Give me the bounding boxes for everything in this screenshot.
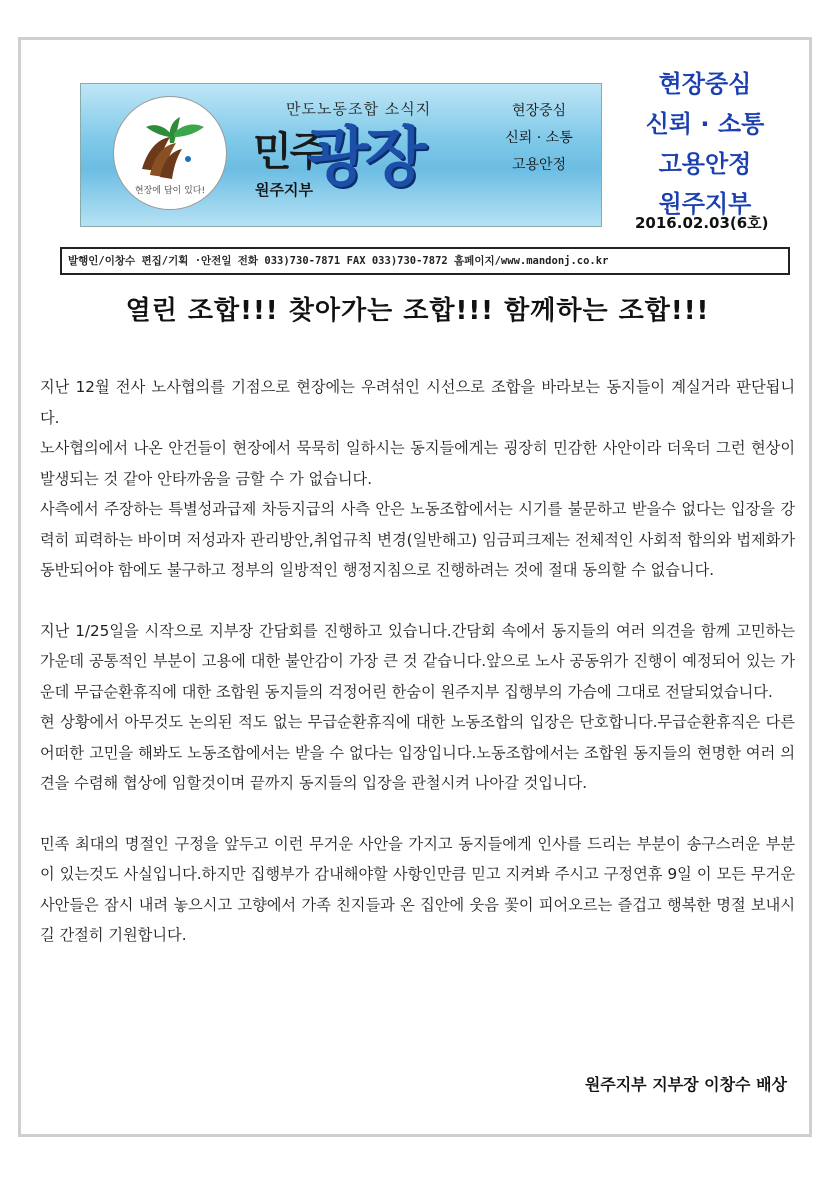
newsletter-banner	[80, 83, 602, 227]
side-slogan: 현장중심	[658, 70, 752, 98]
logo-caption: 현장에 답이 있다!	[134, 186, 206, 196]
paragraph: 현 상황에서 아무것도 논의된 적도 없는 무급순환휴직에 대한 노동조합의 입장은 단호합니다.무급순환휴직은 다른 어떠한 고민을 해봐도 노동조합에서는 받을 수 없다는 입장입니다.노동조합에서는 조합원 동지들의 현명한 여러 의견을 수렴해 협상에 임할것이며 끝까지 동지들의 입장을 관철시켜 나아갈 것입니다.	[40, 713, 795, 792]
side-slogans	[620, 64, 790, 224]
paragraph: 노사협의에서 나온 안건들이 현장에서 묵묵히 일하시는 동지들에게는 굉장히 민감한 사안이라 더욱더 그런 현상이 발생되는 것 같아 안타까움을 금할 수 가 없습니다.	[40, 439, 795, 488]
newsletter-subtitle: 만도노동조합 소식지	[286, 100, 432, 118]
banner-slogan: 현장중심	[511, 103, 567, 119]
article-body	[40, 372, 795, 951]
publisher-info-text: 발행인/이창수 편집/기획 ·안전일 전화 033)730-7871 FAX 033)730-7872 홈페이지/www.mandonj.co.kr	[68, 255, 609, 267]
publisher-info-bar	[60, 247, 790, 275]
paragraph: 민족 최대의 명절인 구정을 앞두고 이런 무거운 사안을 가지고 동지들에게 인사를 드리는 부분이 송구스러운 부분이 있는것도 사실입니다.하지만 집행부가 감내해야할 사항인만큼 믿고 지켜봐 주시고 구정연휴 9일 이 모든 무거운 사안들은 잠시 내려 놓으시고 고향에서 가족 친지들과 온 집안에 웃음 꽃이 피어오르는 즐겁고 행복한 명절 보내시길 간절히 기원합니다.	[40, 834, 795, 944]
side-slogan: 고용안정	[658, 150, 752, 178]
paragraph-spacer	[40, 586, 795, 616]
paragraph: 지난 12월 전사 노사협의를 기점으로 현장에는 우려섞인 시선으로 조합을 바라보는 동지들이 계실거라 판단됩니다.	[40, 378, 795, 427]
headline: 열린 조합!!! 찾아가는 조합!!! 함께하는 조합!!!	[125, 296, 710, 326]
union-logo	[113, 96, 227, 210]
banner-slogans	[489, 98, 589, 179]
banner-slogan: 고용안정	[511, 157, 567, 173]
banner-slogan: 신뢰 · 소통	[505, 130, 573, 146]
newsletter-title-part2: 광장	[307, 121, 423, 195]
paragraph: 사측에서 주장하는 특별성과급제 차등지급의 사측 안은 노동조합에서는 시기를 불문하고 받을수 없다는 입장을 강력히 피력하는 바이며 저성과자 관리방안,취업규칙 변경(일반해고) 임금피크제는 전체적인 사회적 합의와 법제화가 동반되어야 함에도 불구하고 정부의 일방적인 행정지침으로 진행하려는 것에 절대 동의할 수 없습니다.	[40, 500, 795, 579]
side-slogan: 신뢰 · 소통	[645, 110, 765, 138]
paragraph: 지난 1/25일을 시작으로 지부장 간담회를 진행하고 있습니다.간담회 속에서 동지들의 여러 의견을 함께 고민하는 가운데 공통적인 부분이 고용에 대한 불안감이 가장 큰 것 같습니다.앞으로 노사 공동위가 진행이 예정되어 있는 가운데 무급순환휴직에 대한 조합원 동지들의 걱정어린 한숨이 원주지부 집행부의 가슴에 그대로 전달되었습니다.	[40, 621, 795, 701]
banner-branch-name: 원주지부	[255, 181, 313, 199]
side-slogan: 원주지부	[658, 190, 752, 218]
issue-date: 2016.02.03(6호)	[635, 214, 769, 232]
newsletter-title-part1: 민주	[253, 129, 327, 175]
signature: 원주지부 지부장 이창수 배상	[584, 1075, 787, 1094]
paragraph-spacer	[40, 799, 795, 829]
